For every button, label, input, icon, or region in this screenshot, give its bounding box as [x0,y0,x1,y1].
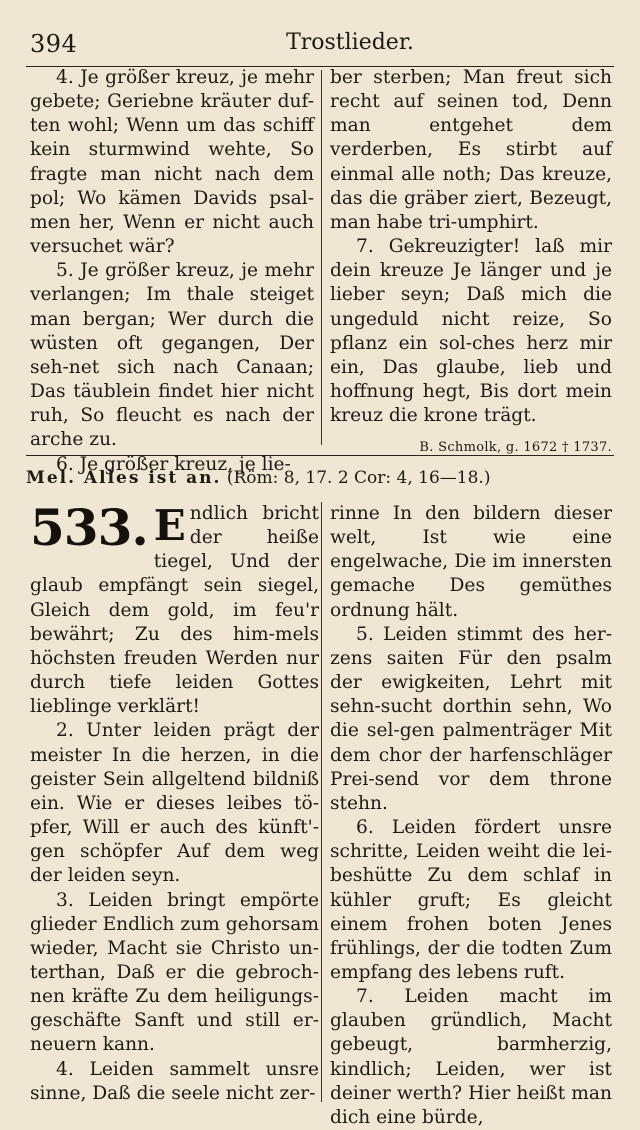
melody-line [26,468,614,488]
hymn-verse-4-start: 4. Leiden sammelt unsre sinne, Daß die seele nicht zer- [30,1058,319,1104]
column-divider [321,70,322,445]
column-divider [321,502,322,1102]
verse-1-text: ndlich bricht der heiße tiegel, Und der glaub empfängt sein siegel, Gleich dem gold, im feu'r bewährt; Zu des him-mels höchsten freuden Werden nur durch tiefe leiden Gottes lieblinge verklärt! [30,503,319,718]
hymn-verse-7: 7. Leiden macht im glauben gründlich, Macht gebeugt, barmherzig, kindlich; Leiden, wer ist deiner werth? Hier heißt man dich eine bürde, [330,986,612,1128]
running-head: Trostlieder. [286,30,414,55]
verse-6-continued: ber sterben; Man freut sich recht auf seinen tod, Denn man entgehet dem verderben, Es stirbt auf einmal alle noth; Das kreuze, das die gräber ziert, Bezeugt, man habe tri-umphirt. [330,67,612,233]
verse-5: 5. Je größer kreuz, je mehr verlangen; Im thale steiget man bergan; Wer durch die wüsten oft gegangen, Der seh-net sich nach Canaan; Das täublein findet hier nicht ruh, So fleucht es nach der arche zu. [30,260,314,451]
verse-7: 7. Gekreuzigter! laß mir dein kreuze Je länger und je lieber seyn; Daß mich die ungeduld nicht reize, So pflanz ein sol-ches herz mir ein, Das glaube, lieb und hoffnung hegt, Bis dort mein kreuz die krone trägt. [330,236,612,427]
hymn-verse-5: 5. Leiden stimmt des her-zens saiten Für den psalm der ewigkeiten, Lehrt mit sehn-sucht dorthin sehn, Wo die sel-gen palmenträger Mit dem chor der harfenschläger Prei-send vor dem throne stehn. [330,623,612,814]
page-number: 394 [30,30,78,58]
page-header [26,30,614,64]
verse-4: 4. Je größer kreuz, je mehr gebete; Geriebne kräuter duf-ten wohl; Wenn um das schiff kein sturmwind wehte, So fragte man nicht nach dem pol; Wo kämen Davids psal-men her, Wenn er nicht auch versuchet wär? [30,67,314,258]
hymn-verse-6: 6. Leiden fördert unsre schritte, Leiden weiht die lei-beshütte Zu dem schlaf in kühler gruft; Es gleicht einem frohen boten Jenes frühlings, der die todten Zum empfang des lebens ruft. [330,817,612,983]
hymn-number: 533. [30,498,148,557]
melody-label: Mel. Alles ist an. [26,468,222,488]
drop-cap: E [153,501,186,550]
upper-left-column [30,66,314,477]
hymn-verse-4-continued: rinne In den bildern dieser welt, Ist wie eine engelwache, Die im innersten gemache Des gemüthes ordnung hält. [330,503,612,621]
hymn-verse-2: 2. Unter leiden prägt der meister In die herzen, in die geister Sein allgeltend bildniß ein. Wie er dieses leibes tö-pfer, Will er auch des künft'-gen schöpfer Auf dem weg der leiden seyn. [30,720,319,887]
hymn-verse-1 [30,498,319,719]
scripture-reference: (Röm: 8, 17. 2 Cor: 4, 16—18.) [226,468,491,488]
author-attribution: B. Schmolk, g. 1672 † 1737. [419,440,612,456]
section-rule [26,455,614,456]
verse-6-start: 6. Je größer kreuz, je lie- [56,453,291,475]
upper-right-column [330,66,612,461]
hymn-verse-3: 3. Leiden bringt empörte glieder Endlich zum gehorsam wieder, Macht sie Christo un-terthan, Daß er die gebroch-nen kräfte Zu dem heiligungs-geschäfte Sanft und still er-neuern kann. [30,889,319,1056]
hymn-right-column [330,502,612,1130]
hymn-left-column [30,498,319,1106]
